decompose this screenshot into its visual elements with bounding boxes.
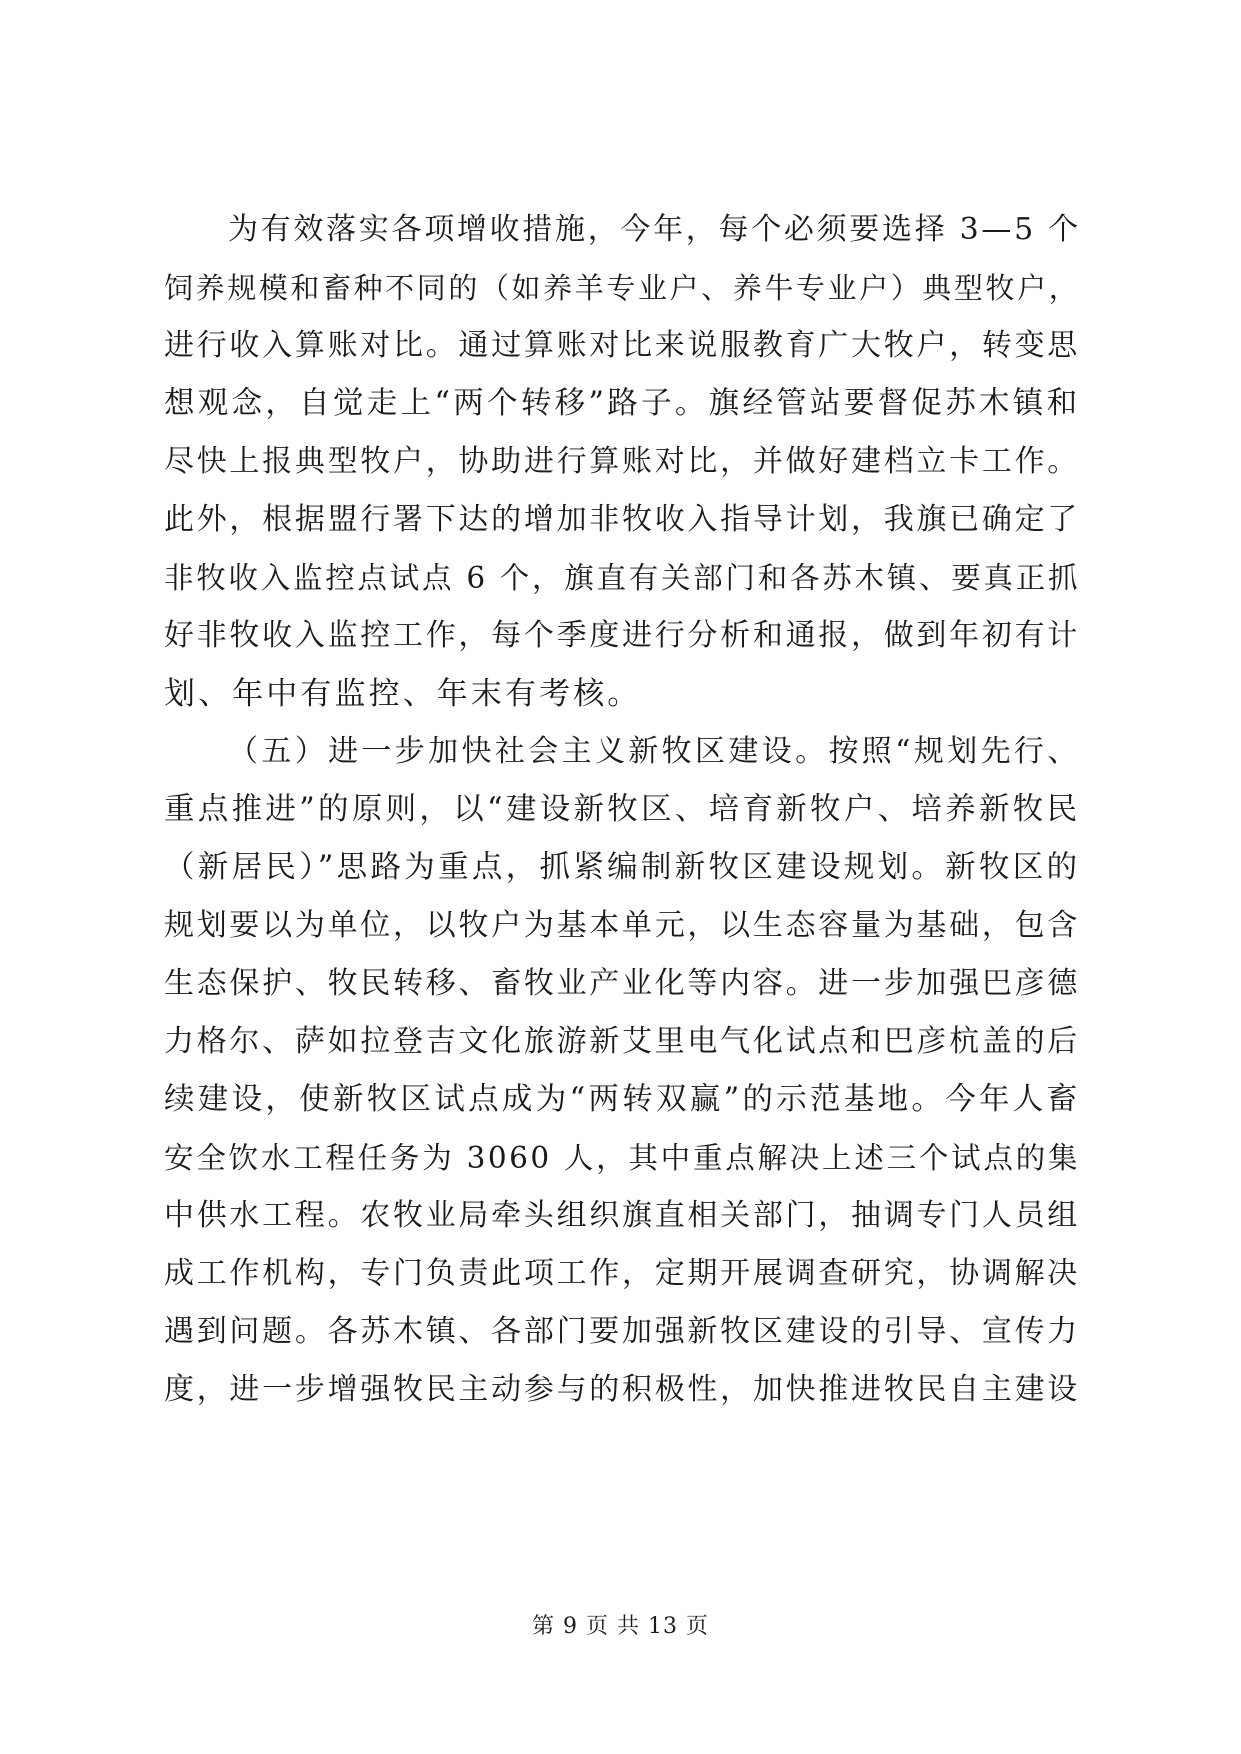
section-heading-line: （五）进一步加快社会主义新牧区建设。按照“规划先行、 <box>228 734 1080 769</box>
paragraph-line: 非牧收入监控点试点 6 个，旗直有关部门和各苏木镇、要真正抓 <box>164 561 1080 595</box>
paragraph-line: 安全饮水工程任务为 3060 人，其中重点解决上述三个试点的集 <box>164 1141 1080 1175</box>
paragraph-line: 饲养规模和畜种不同的（如养羊专业户、养牛专业户）典型牧户， <box>164 271 1080 305</box>
paragraph-line: 重点推进”的原则，以“建设新牧区、培育新牧户、培养新牧民 <box>164 792 1080 827</box>
paragraph-line: 规划要以为单位，以牧户为基本单元，以生态容量为基础，包含 <box>164 908 1080 943</box>
paragraph-line: 尽快上报典型牧户，协助进行算账对比，并做好建档立卡工作。 <box>164 444 1080 479</box>
paragraph-line: 生态保护、牧民转移、畜牧业产业化等内容。进一步加强巴彦德 <box>164 966 1080 1001</box>
page-number-footer: 第 9 页 共 13 页 <box>532 1614 709 1639</box>
paragraph-line: （新居民）”思路为重点，抓紧编制新牧区建设规划。新牧区的 <box>164 850 1080 885</box>
paragraph-line: 此外，根据盟行署下达的增加非牧收入指导计划，我旗已确定了 <box>164 502 1080 537</box>
paragraph-line: 成工作机构，专门负责此项工作，定期开展调查研究，协调解决 <box>164 1256 1080 1291</box>
paragraph-line: 划、年中有监控、年末有考核。 <box>164 676 642 712</box>
paragraph-line: 中供水工程。农牧业局牵头组织旗直相关部门，抽调专门人员组 <box>164 1198 1080 1233</box>
paragraph-line: 为有效落实各项增收措施，今年，每个必须要选择 3—5 个 <box>228 212 1081 247</box>
paragraph-line: 好非牧收入监控工作，每个季度进行分析和通报，做到年初有计 <box>164 618 1080 653</box>
paragraph-line: 遇到问题。各苏木镇、各部门要加强新牧区建设的引导、宣传力 <box>164 1314 1080 1349</box>
paragraph-line: 进行收入算账对比。通过算账对比来说服教育广大牧户，转变思 <box>164 328 1080 363</box>
paragraph-line: 度，进一步增强牧民主动参与的积极性，加快推进牧民自主建设 <box>164 1372 1080 1407</box>
paragraph-line: 续建设，使新牧区试点成为“两转双赢”的示范基地。今年人畜 <box>164 1082 1080 1117</box>
paragraph-line: 想观念，自觉走上“两个转移”路子。旗经管站要督促苏木镇和 <box>164 386 1080 421</box>
paragraph-line: 力格尔、萨如拉登吉文化旅游新艾里电气化试点和巴彦杭盖的后 <box>164 1024 1080 1059</box>
